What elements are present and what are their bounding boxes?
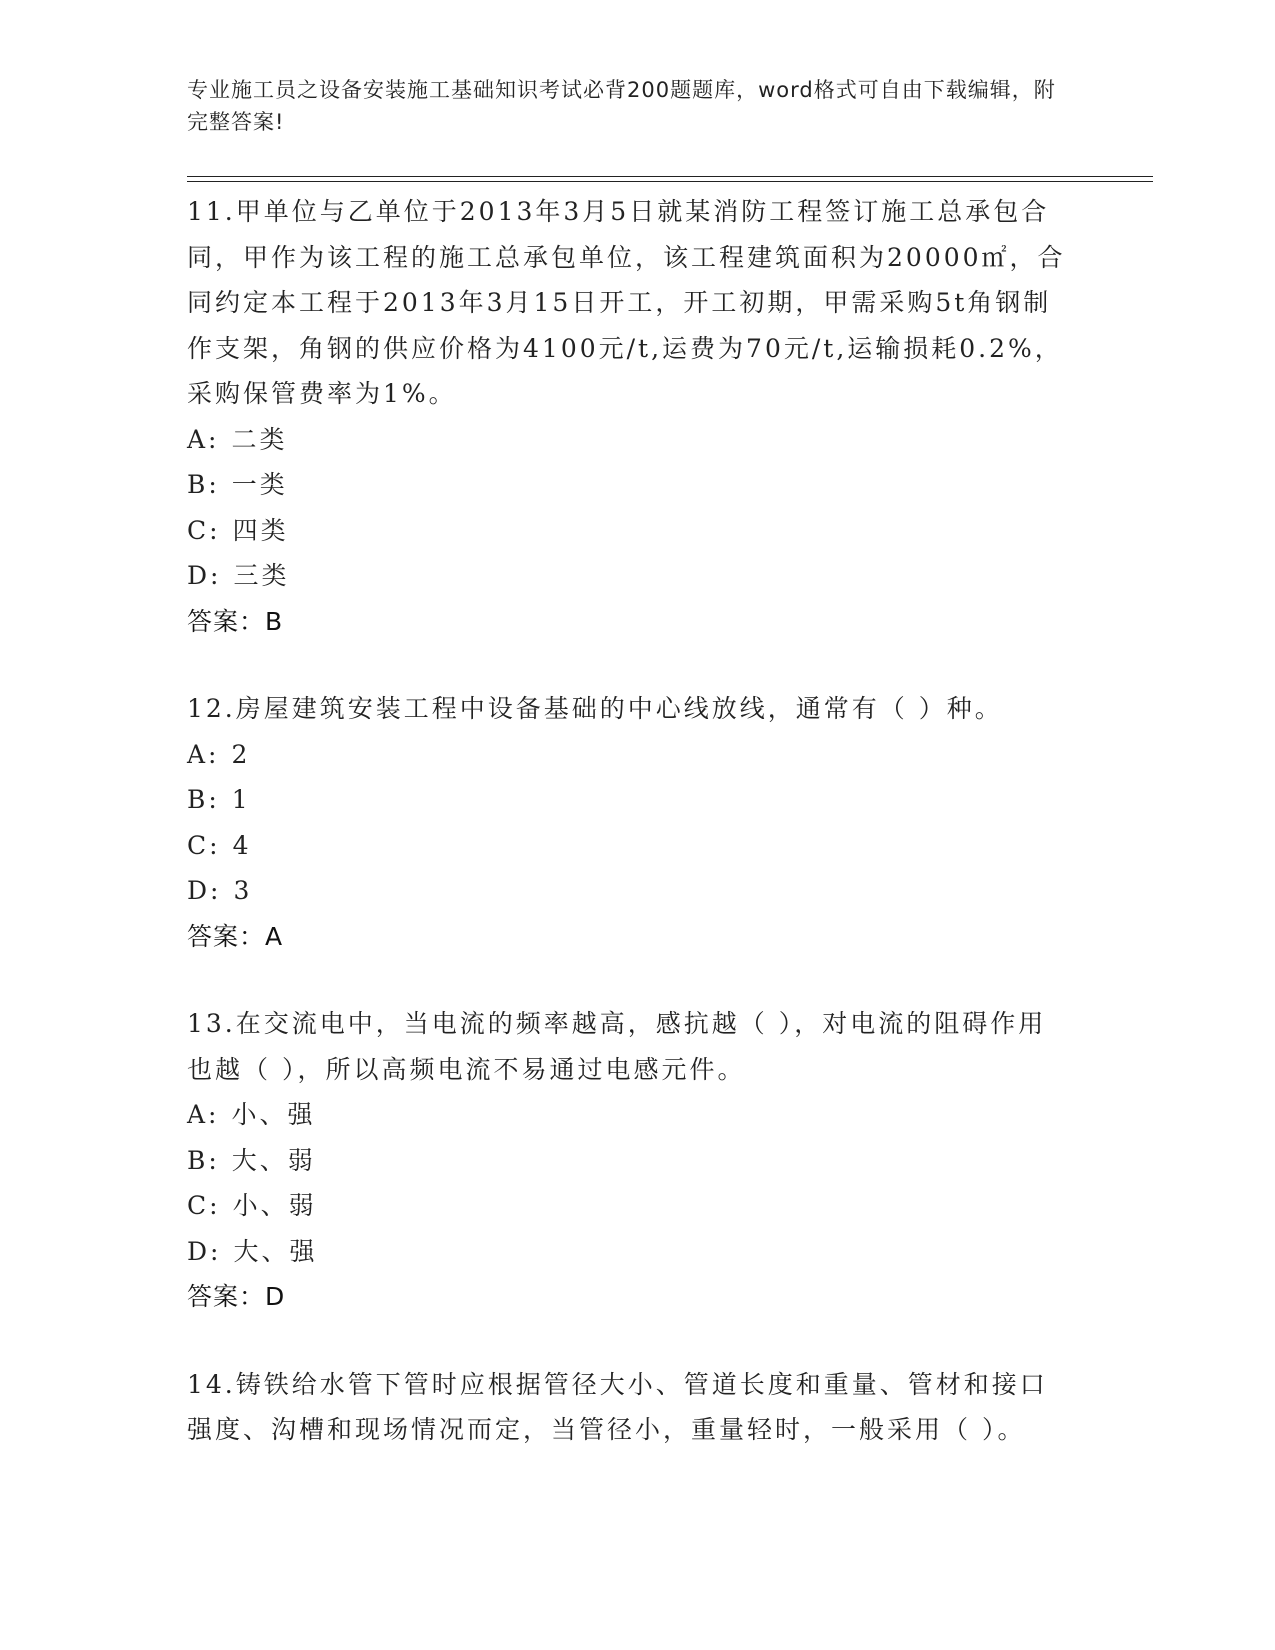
question-12 bbox=[187, 686, 1087, 959]
option-letter: C: bbox=[187, 515, 221, 545]
option-letter: B: bbox=[187, 1145, 220, 1175]
answer-value: D bbox=[265, 1282, 286, 1311]
answer-label: 答案： bbox=[187, 921, 266, 951]
answer-line bbox=[187, 1274, 1087, 1320]
answer-label: 答案： bbox=[187, 606, 266, 636]
document-header: 专业施工员之设备安装施工基础知识考试必背200题题库，word格式可自由下载编辑，附完整答案! bbox=[187, 78, 1056, 134]
question-list bbox=[187, 189, 1087, 1495]
option-text: 小、弱 bbox=[232, 1191, 317, 1220]
option-c bbox=[187, 823, 1087, 869]
option-b bbox=[187, 1138, 1087, 1184]
option-text: 一类 bbox=[231, 470, 288, 499]
option-letter: D: bbox=[187, 1236, 222, 1266]
option-a bbox=[187, 732, 1087, 778]
option-a bbox=[187, 1092, 1087, 1138]
option-c bbox=[187, 1183, 1087, 1229]
question-14 bbox=[187, 1362, 1087, 1453]
option-text: 三类 bbox=[233, 561, 290, 590]
question-text: 13.在交流电中，当电流的频率越高，感抗越（ ），对电流的阻碍作用也越（ ），所以高频电流不易通过电感元件。 bbox=[187, 1009, 1047, 1084]
option-c bbox=[187, 508, 1087, 554]
option-b bbox=[187, 777, 1087, 823]
option-a bbox=[187, 417, 1087, 463]
option-text: 3 bbox=[233, 876, 253, 905]
option-letter: A: bbox=[187, 739, 220, 769]
question-text: 11.甲单位与乙单位于2013年3月5日就某消防工程签订施工总承包合同，甲作为该工程的施工总承包单位，该工程建筑面积为20000㎡，合同约定本工程于2013年3月15日开工，开工初期，甲需采购5t角钢制作支架，角钢的供应价格为4100元/t,运费为70元/t,运输损耗0.2%，采购保管费率为1%。 bbox=[187, 197, 1066, 408]
option-letter: A: bbox=[187, 1100, 220, 1129]
question-text: 12.房屋建筑安装工程中设备基础的中心线放线，通常有（ ）种。 bbox=[187, 694, 1003, 723]
header-rule-top bbox=[187, 176, 1153, 177]
option-d bbox=[187, 553, 1087, 599]
answer-label: 答案： bbox=[187, 1282, 266, 1311]
answer-line bbox=[187, 914, 1087, 960]
option-letter: C: bbox=[187, 830, 221, 860]
answer-value: B bbox=[265, 606, 284, 636]
option-d bbox=[187, 868, 1087, 914]
option-text: 2 bbox=[231, 739, 251, 769]
option-text: 4 bbox=[232, 830, 252, 860]
option-text: 1 bbox=[231, 785, 251, 814]
option-letter: C: bbox=[187, 1191, 221, 1220]
answer-line bbox=[187, 599, 1087, 645]
option-letter: D: bbox=[187, 876, 222, 905]
question-text: 14.铸铁给水管下管时应根据管径大小、管道长度和重量、管材和接口强度、沟槽和现场情况而定，当管径小，重量轻时，一般采用（ ）。 bbox=[187, 1369, 1048, 1444]
option-letter: A: bbox=[187, 424, 220, 454]
option-letter: B: bbox=[187, 470, 220, 499]
option-d bbox=[187, 1229, 1087, 1275]
option-letter: B: bbox=[187, 785, 220, 814]
option-text: 二类 bbox=[231, 424, 288, 454]
option-letter: D: bbox=[187, 561, 222, 590]
option-text: 四类 bbox=[232, 515, 289, 545]
option-b bbox=[187, 462, 1087, 508]
option-text: 小、强 bbox=[231, 1100, 316, 1129]
question-11 bbox=[187, 189, 1087, 644]
header-rule-bottom bbox=[187, 181, 1153, 182]
question-13 bbox=[187, 1001, 1087, 1320]
option-text: 大、弱 bbox=[231, 1145, 316, 1175]
answer-value: A bbox=[265, 921, 284, 951]
option-text: 大、强 bbox=[233, 1236, 318, 1266]
